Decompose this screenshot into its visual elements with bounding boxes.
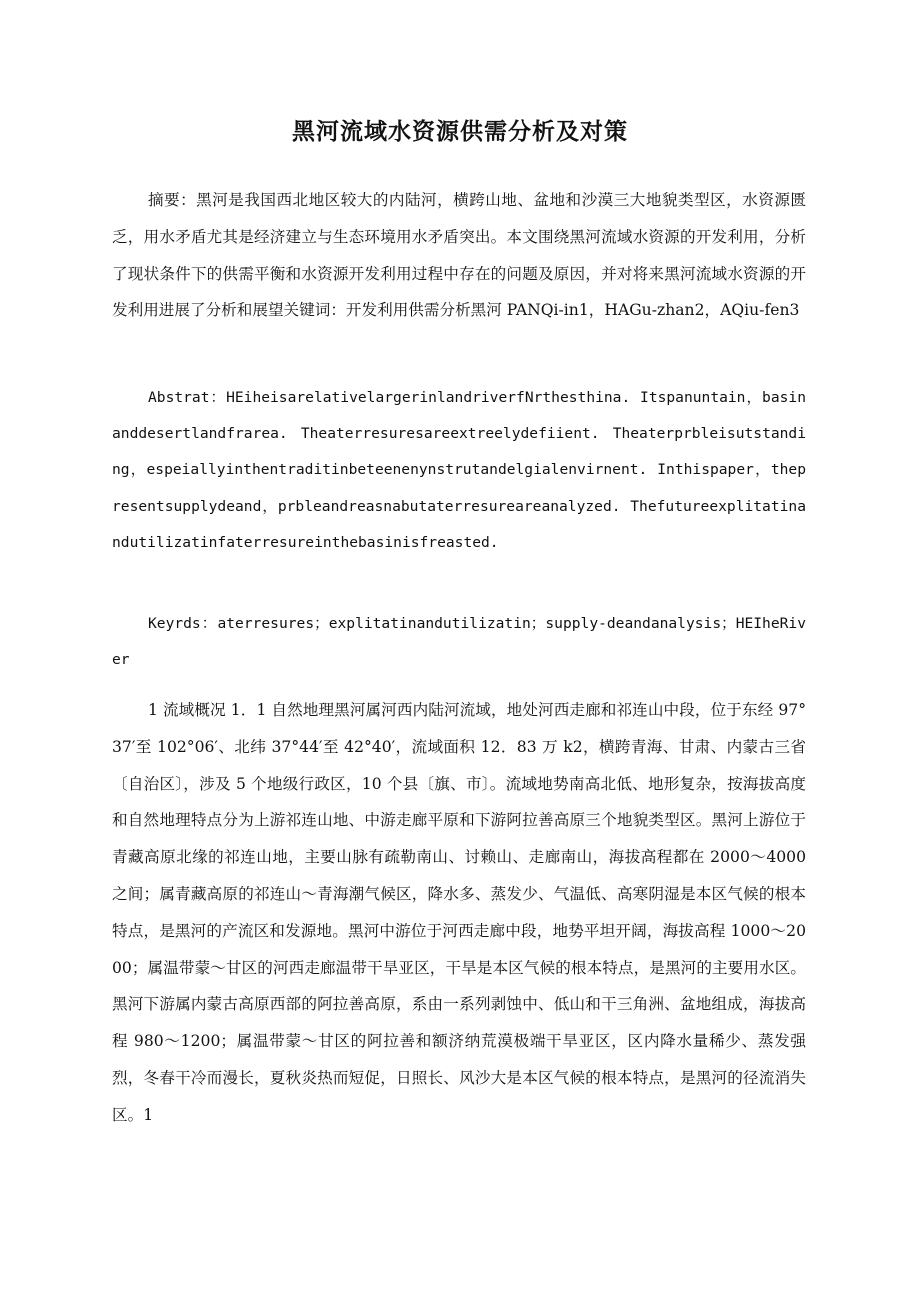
section-1-paragraph: 1 流域概况 1．1 自然地理黑河属河西内陆河流域，地处河西走廊和祁连山中段，位于东经 97°37′至 102°06′、北纬 37°44′至 42°40′，流域面积 12．83 万 k2，横跨青海、甘肃、内蒙古三省〔自治区〕，涉及 5 个地级行政区，10 个县〔旗、市〕。流域地势南高北低、地形复杂，按海拔高度和自然地理特点分为上游祁连山地、中游走廊平原和下游阿拉善高原三个地貌类型区。黑河上游位于青藏高原北缘的祁连山地，主要山脉有疏勒南山、讨赖山、走廊南山，海拔高程都在 2000～4000 之间；属青藏高原的祁连山～青海潮气候区，降水多、蒸发少、气温低、高寒阴湿是本区气候的根本特点，是黑河的产流区和发源地。黑河中游位于河西走廊中段，地势平坦开阔，海拔高程 1000～2000；属温带蒙～甘区的河西走廊温带干旱亚区，干旱是本区气候的根本特点，是黑河的主要用水区。黑河下游属内蒙古高原西部的阿拉善高原，系由一系列剥蚀中、低山和干三角洲、盆地组成，海拔高程 980～1200；属温带蒙～甘区的阿拉善和额济纳荒漠极端干旱亚区，区内降水量稀少、蒸发强烈，冬春干冷而漫长，夏秋炎热而短促，日照长、风沙大是本区气候的根本特点，是黑河的径流消失区。1 — [112, 701, 806, 1124]
english-abstract-paragraph: Abstrat：HEiheisarelativelargerinlandriverfNrthesthina. Itspanuntain，basinanddesertlandfrarea. Theaterresuresareextreelydefiient. Theaterprbleisutstanding，espeiallyinthentraditinbeteenenynstrutandelgialenvirnent. Inthispaper，thepresentsupplydeand，prbleandreasnabutaterresureareanalyzed. Thefutureexplitatinandutilizatinfaterresureinthebasinisfreasted. — [112, 389, 806, 551]
english-keywords-paragraph: Keyrds：aterresures；explitatinandutilizatin；supply-deandanalysis；HEIheRiver — [112, 615, 806, 669]
chinese-abstract-paragraph: 摘要：黑河是我国西北地区较大的内陆河，横跨山地、盆地和沙漠三大地貌类型区，水资源匮乏，用水矛盾尤其是经济建立与生态环境用水矛盾突出。本文围绕黑河流域水资源的开发利用，分析了现状条件下的供需平衡和水资源开发利用过程中存在的问题及原因，并对将来黑河流域水资源的开发利用进展了分析和展望关键词：开发利用供需分析黑河 PANQi-in1，HAGu-zhan2，AQiu-fen3 — [112, 191, 806, 320]
document-title: 黑河流域水资源供需分析及对策 — [292, 118, 628, 145]
